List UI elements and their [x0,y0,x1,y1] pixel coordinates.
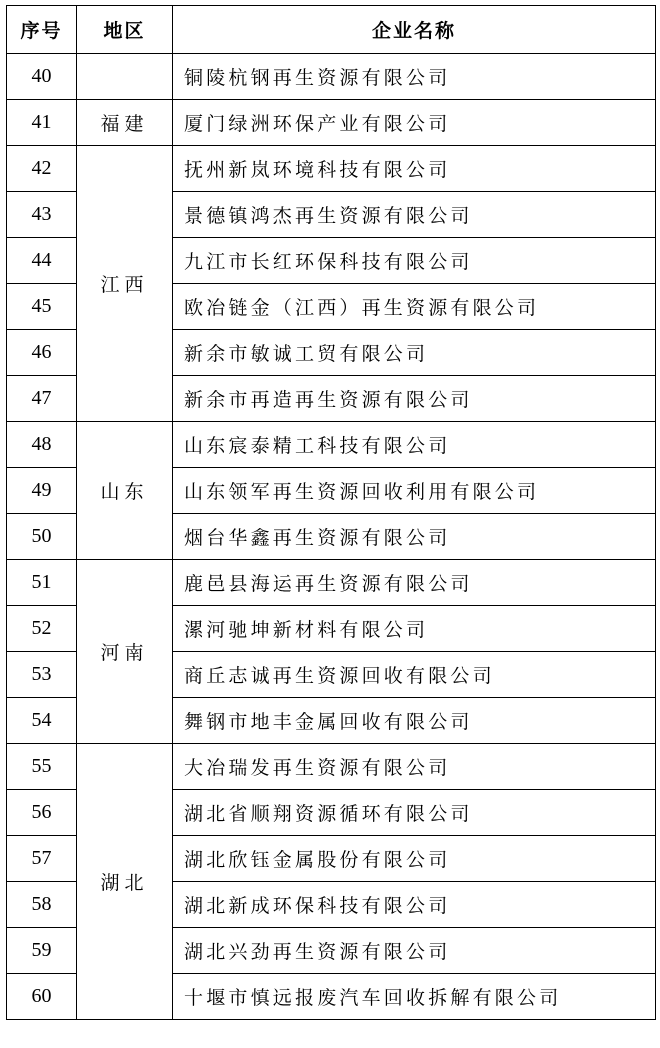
enterprise-table-container [6,5,655,1020]
company-name: 湖北欣钰金属股份有限公司 [173,836,656,882]
company-name: 湖北新成环保科技有限公司 [173,882,656,928]
row-index: 56 [7,790,77,836]
company-name: 山东宸泰精工科技有限公司 [173,422,656,468]
region-cell: 山东 [77,422,173,560]
region-cell: 湖北 [77,744,173,1020]
region-cell: 福建 [77,100,173,146]
row-index: 42 [7,146,77,192]
company-name: 新余市敏诚工贸有限公司 [173,330,656,376]
row-index: 40 [7,54,77,100]
table-row [7,744,656,790]
company-name: 十堰市慎远报废汽车回收拆解有限公司 [173,974,656,1020]
company-name: 景德镇鸿杰再生资源有限公司 [173,192,656,238]
table-row [7,560,656,606]
company-name: 铜陵杭钢再生资源有限公司 [173,54,656,100]
company-name: 湖北省顺翔资源循环有限公司 [173,790,656,836]
company-name: 烟台华鑫再生资源有限公司 [173,514,656,560]
table-row [7,54,656,100]
row-index: 54 [7,698,77,744]
row-index: 46 [7,330,77,376]
row-index: 47 [7,376,77,422]
row-index: 52 [7,606,77,652]
row-index: 58 [7,882,77,928]
region-cell: 河南 [77,560,173,744]
company-name: 山东领军再生资源回收利用有限公司 [173,468,656,514]
row-index: 55 [7,744,77,790]
company-name: 欧冶链金（江西）再生资源有限公司 [173,284,656,330]
company-name: 鹿邑县海运再生资源有限公司 [173,560,656,606]
row-index: 51 [7,560,77,606]
company-name: 厦门绿洲环保产业有限公司 [173,100,656,146]
header-company-name: 企业名称 [173,6,656,54]
row-index: 45 [7,284,77,330]
company-name: 舞钢市地丰金属回收有限公司 [173,698,656,744]
row-index: 57 [7,836,77,882]
region-cell: 江西 [77,146,173,422]
region-cell [77,54,173,100]
company-name: 漯河驰坤新材料有限公司 [173,606,656,652]
company-name: 大冶瑞发再生资源有限公司 [173,744,656,790]
row-index: 60 [7,974,77,1020]
row-index: 53 [7,652,77,698]
row-index: 44 [7,238,77,284]
row-index: 50 [7,514,77,560]
company-name: 商丘志诚再生资源回收有限公司 [173,652,656,698]
table-header-row [7,6,656,54]
table-row [7,146,656,192]
header-region: 地区 [77,6,173,54]
company-name: 新余市再造再生资源有限公司 [173,376,656,422]
company-name: 九江市长红环保科技有限公司 [173,238,656,284]
row-index: 49 [7,468,77,514]
company-name: 抚州新岚环境科技有限公司 [173,146,656,192]
table-body [7,54,656,1020]
company-name: 湖北兴劲再生资源有限公司 [173,928,656,974]
row-index: 59 [7,928,77,974]
enterprise-table [6,5,656,1020]
table-row [7,100,656,146]
row-index: 43 [7,192,77,238]
row-index: 41 [7,100,77,146]
table-row [7,422,656,468]
row-index: 48 [7,422,77,468]
header-index: 序号 [7,6,77,54]
